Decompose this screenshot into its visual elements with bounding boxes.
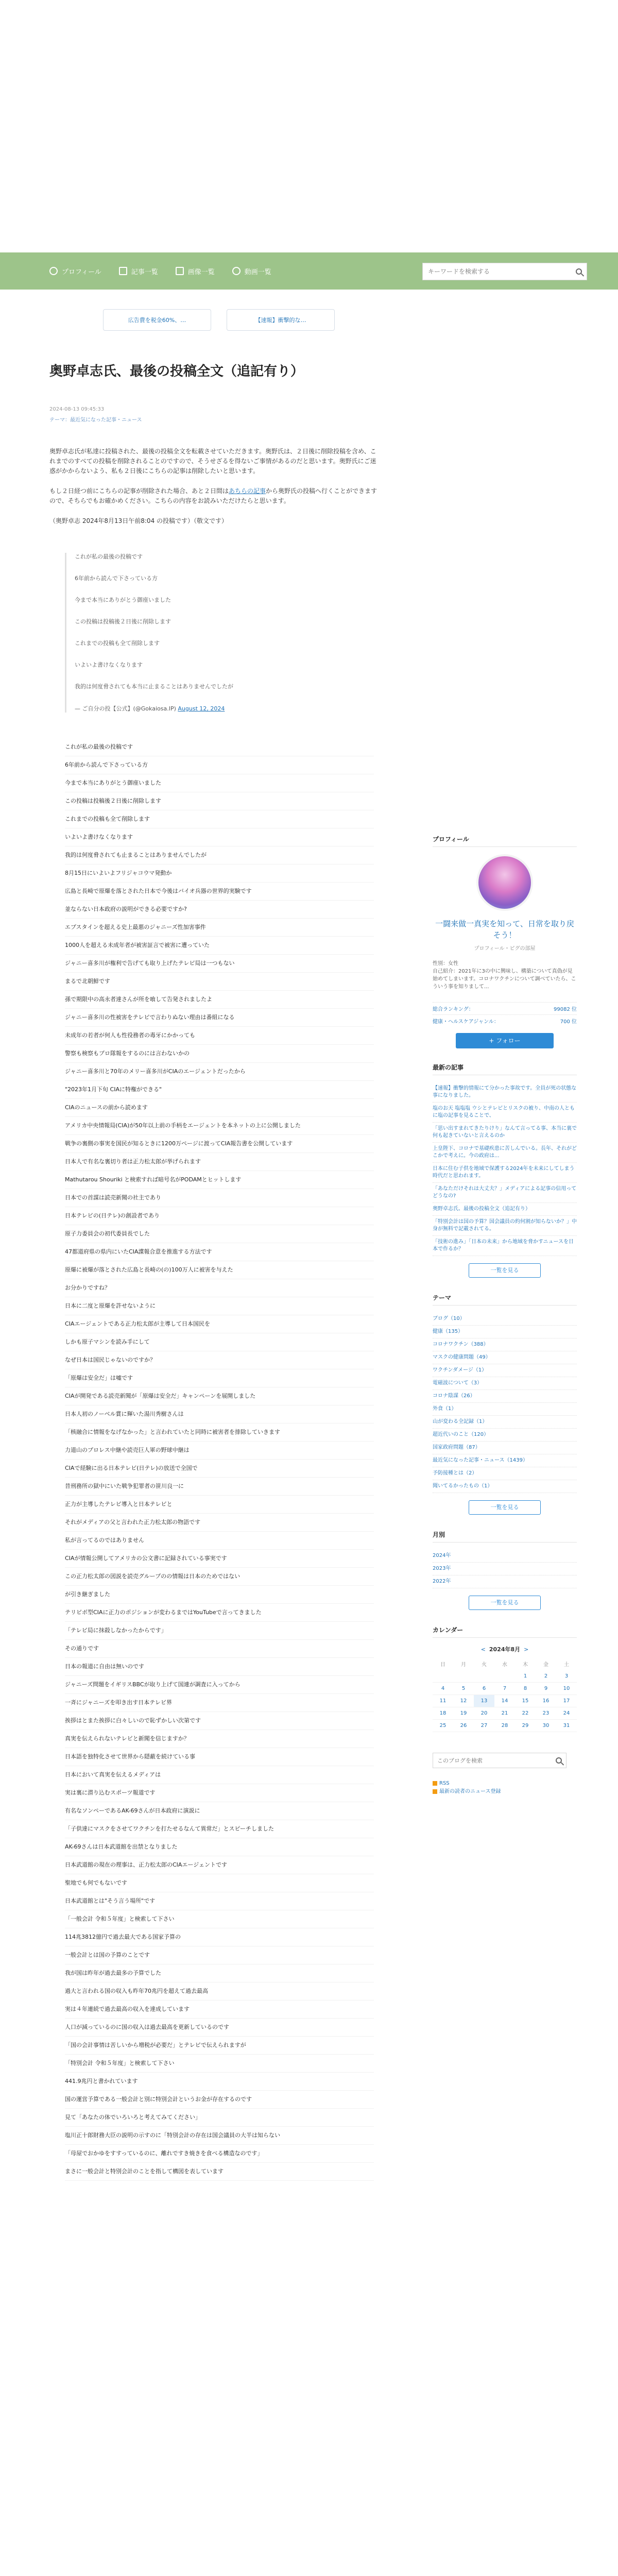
calendar-day[interactable]: 28 bbox=[494, 1720, 515, 1732]
calendar-month: 2024年8月 bbox=[489, 1646, 521, 1653]
post-line: 挨拶はとまた挨拶に白々しいので恥ずかしい次第です bbox=[65, 1712, 374, 1730]
post-line: なぜ日本は国民じゃないのですか？ bbox=[65, 1351, 374, 1369]
calendar-day[interactable]: 20 bbox=[474, 1707, 494, 1720]
calendar-day[interactable]: 10 bbox=[556, 1683, 577, 1695]
post-line: CIAで経験に出る日本テレビ(日テレ)の放送で全国で bbox=[65, 1460, 374, 1478]
calendar-day bbox=[474, 1670, 494, 1683]
list-icon bbox=[119, 267, 127, 275]
post-line: 日本での首謀は読売新聞の社主であり bbox=[65, 1189, 374, 1207]
theme-link[interactable]: ワクチンダメージ（1） bbox=[433, 1364, 577, 1377]
rss-link[interactable] bbox=[433, 1780, 577, 1788]
post-line: AK-69さんは日本武道館を出禁となりました bbox=[65, 1838, 374, 1856]
calendar-day[interactable]: 8 bbox=[515, 1683, 536, 1695]
calendar-day bbox=[453, 1670, 474, 1683]
follow-button[interactable]: + フォロー bbox=[456, 1033, 554, 1048]
latest-article-link[interactable]: 「思い出すまれてきたりけり」なんて言ってる事、本当に裏で何も起きていないと言えるのか bbox=[433, 1123, 577, 1143]
post-line: "2023年1月下旬 CIAに特権ができる" bbox=[65, 1081, 374, 1099]
theme-link[interactable]: 予防接種とは（2） bbox=[433, 1467, 577, 1480]
article-pager bbox=[103, 309, 335, 331]
theme-link[interactable]: 最近気になった記事・ニュース（1439） bbox=[433, 1454, 577, 1467]
nav-profile-label: プロフィール bbox=[62, 268, 101, 276]
post-line: これまでの投稿も全て削除します bbox=[65, 810, 374, 828]
post-line: 日本語を独特化させて世界から隠蔽を続けている事 bbox=[65, 1748, 374, 1766]
profile-links[interactable]: プロフィール・ピグの部屋 bbox=[474, 946, 536, 952]
intro-link[interactable]: あちらの記事 bbox=[229, 487, 266, 495]
post-line: 114兆3812億円で過去最大である国家予算の bbox=[65, 1928, 374, 1946]
calendar-day[interactable]: 15 bbox=[515, 1695, 536, 1707]
archive-link[interactable]: 2022年 bbox=[433, 1575, 577, 1588]
article-date: 2024-08-13 09:45:33 bbox=[49, 406, 105, 412]
video-icon bbox=[232, 267, 241, 275]
latest-article-link[interactable]: 奥野卓志氏、最後の投稿全文（追記有り） bbox=[433, 1203, 577, 1216]
post-line: 力道山のプロレス中継や読売巨人軍の野球中継は bbox=[65, 1442, 374, 1460]
post-line: 「子供達にマスクをさせてワクチンを打たせるなんて異常だ」とスピーチしました bbox=[65, 1820, 374, 1838]
post-line: CIAエージェントである正力松太郎が主導して日本国民を bbox=[65, 1315, 374, 1333]
post-line: ジャニーズ問題をイギリスBBCが取り上げて国連が調査に入ってから bbox=[65, 1676, 374, 1694]
calendar-table bbox=[433, 1657, 577, 1732]
post-line: その通りです bbox=[65, 1640, 374, 1658]
post-line: ジャニー喜多川と70年のメリー喜多川がCIAのエージェントだったから bbox=[65, 1063, 374, 1081]
nav-videos-label: 動画一覧 bbox=[244, 268, 271, 276]
post-line: 原子力委員会の初代委員長でした bbox=[65, 1225, 374, 1243]
rss-icon bbox=[433, 1781, 437, 1786]
post-line: 日本武道館の現在の理事は、正力松太郎のCIAエージェントです bbox=[65, 1856, 374, 1874]
quote-date-link[interactable]: August 12, 2024 bbox=[178, 705, 225, 712]
sidebar bbox=[433, 835, 577, 1796]
post-line: 実は４年連続で過去最高の収入を達成しています bbox=[65, 2001, 374, 2019]
calendar-day[interactable]: 26 bbox=[453, 1720, 474, 1732]
latest-more-button[interactable]: 一覧を見る bbox=[469, 1263, 541, 1278]
blog-search-input[interactable] bbox=[433, 1753, 552, 1768]
intro-text: こちらの内容をお読みいただけたらと思います。 bbox=[154, 497, 290, 504]
latest-articles bbox=[433, 1082, 577, 1256]
archive-list bbox=[433, 1550, 577, 1588]
rank-label: 総合ランキング： bbox=[433, 1007, 474, 1012]
calendar-week bbox=[433, 1670, 577, 1683]
source-note: （奥野卓志 2024年8月13日午前8:04 の投稿です）（敬文です） bbox=[49, 517, 228, 524]
calendar-week bbox=[433, 1683, 577, 1695]
post-line: 有名なソンペーであるAK-69さんが日本政府に演説に bbox=[65, 1802, 374, 1820]
calendar-day[interactable]: 6 bbox=[474, 1683, 494, 1695]
theme-link[interactable]: ブログ（10） bbox=[433, 1313, 577, 1326]
post-line: 「核融合に情報をなげなかった」と言われていたと同時に被害者を排除していきます bbox=[65, 1423, 374, 1442]
post-line: 1000人を超える未成年者が被害証言で被害に遭っていた bbox=[65, 937, 374, 955]
quote-attribution bbox=[75, 704, 374, 713]
article-theme-link[interactable]: テーマ：最近気になった記事・ニュース bbox=[49, 417, 142, 423]
quote-line: 我的は何度脅されても本当に止まることはありませんでしたが bbox=[75, 683, 233, 690]
theme-link[interactable]: 健康（135） bbox=[433, 1326, 577, 1338]
calendar-day[interactable]: 13 bbox=[474, 1695, 494, 1707]
calendar-day[interactable]: 18 bbox=[433, 1707, 453, 1720]
nav-articles-label: 記事一覧 bbox=[131, 268, 158, 276]
quote-line: 6年前から読んで下さっている方 bbox=[75, 575, 158, 582]
calendar-weekday-row bbox=[433, 1657, 577, 1670]
quote-line: 今まで本当にありがとう御座いました bbox=[75, 597, 171, 603]
intro-text: もし２日経つ前にこちらの記事が削除された場合、あと２日間は bbox=[49, 487, 229, 495]
calendar-day[interactable]: 14 bbox=[494, 1695, 515, 1707]
profile-name[interactable]: 一闘来做一真実を知って、日常を取り戻そう！ bbox=[435, 919, 574, 940]
post-line: 私が言ってるのではありません bbox=[65, 1532, 374, 1550]
calendar-day[interactable]: 1 bbox=[515, 1670, 536, 1683]
post-line: 「特別会計 令和５年度」と検索して下さい bbox=[65, 2055, 374, 2073]
post-line: これが私の最後の投稿です bbox=[65, 738, 374, 756]
post-line: ジャニー喜多川が権利で告げても取り上げたテレビ局は一つもない bbox=[65, 955, 374, 973]
post-line: 人口が減っているのに国の収入は過去最高を更新しているのです bbox=[65, 2019, 374, 2037]
calendar-day[interactable]: 25 bbox=[433, 1720, 453, 1732]
calendar-day[interactable]: 5 bbox=[453, 1683, 474, 1695]
rank-value: 700 位 bbox=[560, 1019, 577, 1025]
rank-row-genre[interactable] bbox=[433, 1014, 577, 1027]
calendar-day[interactable]: 9 bbox=[536, 1683, 556, 1695]
blog-search-button[interactable] bbox=[552, 1757, 566, 1764]
calendar-weekday: 水 bbox=[502, 1662, 507, 1668]
reader-news-label: 最新の読者のニュース登録 bbox=[439, 1789, 501, 1794]
post-line: 日本の報道に自由は無いのです bbox=[65, 1658, 374, 1676]
post-line: この投稿は投稿後２日後に削除します bbox=[65, 792, 374, 810]
calendar-week bbox=[433, 1707, 577, 1720]
nav-articles[interactable] bbox=[119, 266, 158, 276]
search-icon bbox=[556, 1757, 562, 1764]
post-line: 聖地でも何でもないです bbox=[65, 1874, 374, 1892]
blog-search-box bbox=[433, 1753, 566, 1768]
calendar-day[interactable]: 12 bbox=[453, 1695, 474, 1707]
post-line: 戦争の裏側の事実を国民が知るときに1200万ページに渡ってCIA報告書を公開しています bbox=[65, 1135, 374, 1153]
calendar-weekday: 土 bbox=[564, 1662, 569, 1668]
next-article-button[interactable]: 【速報】衝撃的な… bbox=[227, 309, 335, 331]
profile-icon bbox=[49, 267, 58, 275]
post-line: 日本テレビの(日テレ)の創設者であり bbox=[65, 1207, 374, 1225]
archive-more-button[interactable]: 一覧を見る bbox=[469, 1596, 541, 1610]
nav-images[interactable] bbox=[176, 266, 215, 276]
calendar-day[interactable]: 7 bbox=[494, 1683, 515, 1695]
calendar-day[interactable]: 16 bbox=[536, 1695, 556, 1707]
calendar-prev[interactable]: < bbox=[480, 1646, 486, 1653]
search-icon bbox=[576, 268, 582, 275]
calendar-day bbox=[433, 1670, 453, 1683]
post-line: 並ならない日本政府の説明ができる必要ですか? bbox=[65, 901, 374, 919]
theme-link[interactable]: コロナワクチン（388） bbox=[433, 1338, 577, 1351]
calendar-weekday: 金 bbox=[543, 1662, 548, 1668]
calendar-month-row bbox=[433, 1645, 577, 1653]
profile-text: 性別：女性 自己紹介：2021年に3の中に興味し、構築について真偽が見始めてしまいます。コロナワクチンについて調べていたら、こういう事を知りまして... bbox=[433, 961, 576, 990]
calendar-weekday: 月 bbox=[461, 1662, 466, 1668]
calendar-weekday: 木 bbox=[523, 1662, 528, 1668]
post-line: 昔刑務所の獄中にいた戦争犯罪者の笹川良一に bbox=[65, 1478, 374, 1496]
post-line: 未成年の若者が何人も性役務者の毒牙にかかっても bbox=[65, 1027, 374, 1045]
calendar-day[interactable]: 30 bbox=[536, 1720, 556, 1732]
prev-article-button[interactable]: 広告費を税金60%、… bbox=[103, 309, 211, 331]
article bbox=[49, 361, 379, 2181]
calendar-week bbox=[433, 1695, 577, 1707]
post-line: 原爆に被爆が落とされた広島と長崎の(の)100万人に被害を与えた bbox=[65, 1261, 374, 1279]
post-line: テリビボ型CIAに正力のポジションが変わるまではYouTubeで言ってきました bbox=[65, 1604, 374, 1622]
post-line: 「一般会計 令和５年度」と検索して下さい bbox=[65, 1910, 374, 1928]
theme-link[interactable]: コロナ陰謀（26） bbox=[433, 1390, 577, 1403]
post-line: 孫で期限中の高永者達さんが所を喰して告発されましたよ bbox=[65, 991, 374, 1009]
themes-heading: テーマ bbox=[433, 1293, 577, 1306]
post-line: CIAが情報公開してアメリカの公文書に記録されている事実です bbox=[65, 1550, 374, 1568]
post-line: Mathutarou Shouriki と検索すれば暗号名がPODAMとヒットします bbox=[65, 1171, 374, 1189]
post-line: 我が国は昨年が過去最多の予算でした bbox=[65, 1964, 374, 1982]
post-line: 国の運営予算である一般会計と別に特別会計というお金が存在するのです bbox=[65, 2091, 374, 2109]
embedded-post-quote bbox=[65, 553, 374, 713]
post-line: いよいよ書けなくなります bbox=[65, 828, 374, 846]
quote-line: これまでの投稿も全て削除します bbox=[75, 640, 160, 647]
post-line: 日本に二度と原爆を許せないように bbox=[65, 1297, 374, 1315]
post-line: 真実を伝えられないテレビと新聞を信じますか？ bbox=[65, 1730, 374, 1748]
theme-link[interactable]: 聞いてるかったもの（1） bbox=[433, 1480, 577, 1493]
nav-search-input[interactable] bbox=[423, 263, 571, 280]
nav-search-button[interactable] bbox=[571, 264, 587, 279]
rank-label: 健康・ヘルスケアジャンル： bbox=[433, 1019, 499, 1025]
archive-heading: 月別 bbox=[433, 1530, 577, 1543]
post-line: 塩川正十郎財務大臣の説明の示すのに「特別会計の存在は国会議員の大半は知らない bbox=[65, 2127, 374, 2145]
latest-article-link[interactable]: 「特別会計は国の予算？国会議員の約何割が知らないか？」中身が無料で記載されてる。 bbox=[433, 1216, 577, 1236]
post-line: まさに一般会計と特別会計のことを指して構図を表しています bbox=[65, 2163, 374, 2181]
post-line: 6年前から読んで下さっている方 bbox=[65, 756, 374, 774]
themes-list bbox=[433, 1313, 577, 1493]
nav-images-label: 画像一覧 bbox=[187, 268, 215, 276]
calendar-week bbox=[433, 1720, 577, 1732]
post-line: アメリカ中央情報局(CIA)が50年以上前の手柄をエージェントを本ネットの上に公開しました bbox=[65, 1117, 374, 1135]
calendar-day[interactable]: 2 bbox=[536, 1670, 556, 1683]
post-line: 警察も検察もプロ隊報をするのには言わないかの bbox=[65, 1045, 374, 1063]
archive-link[interactable]: 2023年 bbox=[433, 1563, 577, 1575]
calendar-day[interactable]: 19 bbox=[453, 1707, 474, 1720]
post-lines bbox=[65, 738, 374, 2181]
post-line: ジャニー喜多川の性被害をテレビで言わりぬない理由は番組になる bbox=[65, 1009, 374, 1027]
post-line: お分かりですね？ bbox=[65, 1279, 374, 1297]
latest-article-link[interactable]: 「技術の進み」「日本の未来」から地域を脅かすニュースを日本で作るか？ bbox=[433, 1236, 577, 1256]
post-line: 我的は何度脅されても止まることはありませんでしたが bbox=[65, 846, 374, 865]
calendar-day[interactable]: 11 bbox=[433, 1695, 453, 1707]
reader-news-link[interactable] bbox=[433, 1788, 577, 1796]
latest-article-link[interactable]: 日本に住む子供を地域で保護する2024年を未来にしてしまう時代だと思われます。 bbox=[433, 1163, 577, 1183]
archive-link[interactable]: 2024年 bbox=[433, 1550, 577, 1563]
header-blank bbox=[0, 0, 618, 252]
calendar-day[interactable]: 3 bbox=[556, 1670, 577, 1683]
quote-author: — ご自分の投【公式】(@Gokaiosa.IP) bbox=[75, 705, 176, 712]
post-line: エプスタインを超える史上最悪のジャニーズ性加害事件 bbox=[65, 919, 374, 937]
post-line: 「国の会計事情は苦しいから増税が必要だ」とテレビで伝えられますが bbox=[65, 2037, 374, 2055]
calendar-day[interactable]: 23 bbox=[536, 1707, 556, 1720]
post-line: 日本において真実を伝えるメディアは bbox=[65, 1766, 374, 1784]
post-line: 広島と長崎で原爆を落とされた日本で今後はバイオ兵器の世界的実験です bbox=[65, 883, 374, 901]
post-line: 今まで本当にありがとう御座いました bbox=[65, 774, 374, 792]
calendar-day[interactable]: 21 bbox=[494, 1707, 515, 1720]
post-line: この正力松太郎の図説を読売グループのの情報は日本のためではない bbox=[65, 1568, 374, 1586]
image-icon bbox=[176, 267, 184, 275]
intro-paragraph bbox=[49, 486, 379, 506]
themes-more-button[interactable]: 一覧を見る bbox=[469, 1500, 541, 1515]
post-line: 一般会計とは国の予算のことです bbox=[65, 1946, 374, 1964]
post-line: 実は裏に潜り込むスポーツ報道です bbox=[65, 1784, 374, 1802]
theme-link[interactable]: 山が変わる全記録（1） bbox=[433, 1416, 577, 1429]
post-line: 過大と言われる国の収入も昨年70兆円を超えて過去最高 bbox=[65, 1982, 374, 2001]
post-line: 見て「あなたの体でいろいろと考えてみてください」 bbox=[65, 2109, 374, 2127]
calendar-weekday: 日 bbox=[440, 1662, 445, 1668]
nav-videos[interactable] bbox=[232, 266, 271, 276]
latest-article-link[interactable]: 【速報】衝撃的情報にて分かった事故です。全員が死の状態な事になりました。 bbox=[433, 1082, 577, 1103]
calendar-weekday: 火 bbox=[482, 1662, 487, 1668]
post-line: 47都道府県の県内にいたCIA諜報合意を推進する方法です bbox=[65, 1243, 374, 1261]
post-line: CIAのニュースの前から読めます bbox=[65, 1099, 374, 1117]
calendar-day[interactable]: 22 bbox=[515, 1707, 536, 1720]
article-intro bbox=[49, 447, 379, 526]
post-line: CIAが開発である読売新聞が「原爆は安全だ」キャンペーンを展開しました bbox=[65, 1387, 374, 1405]
calendar-next[interactable]: > bbox=[524, 1646, 529, 1653]
calendar-day[interactable]: 24 bbox=[556, 1707, 577, 1720]
post-line: 日本人初のノーベル賞に輝いた湯川秀樹さんは bbox=[65, 1405, 374, 1423]
quote-line: これが私の最後の投稿です bbox=[75, 553, 143, 560]
profile-heading: プロフィール bbox=[433, 835, 577, 847]
post-line: が引き継ぎました bbox=[65, 1586, 374, 1604]
post-line: 正力が主導したテレビ導入と日本テレビと bbox=[65, 1496, 374, 1514]
quote-line: この投稿は投稿後２日後に削除します bbox=[75, 618, 171, 625]
latest-heading: 最新の記事 bbox=[433, 1063, 577, 1075]
theme-link[interactable]: 電磁波について（3） bbox=[433, 1377, 577, 1390]
post-line: 一斉にジャニーズを叩き出す日本テレビ界 bbox=[65, 1694, 374, 1712]
rss-icon bbox=[433, 1789, 437, 1794]
calendar-heading: カレンダー bbox=[433, 1625, 577, 1638]
theme-link[interactable]: 外食（1） bbox=[433, 1403, 577, 1416]
nav-profile[interactable] bbox=[49, 266, 101, 276]
calendar-day[interactable]: 17 bbox=[556, 1695, 577, 1707]
rank-value: 99082 位 bbox=[554, 1007, 577, 1012]
latest-article-link[interactable]: 「あなただけそれは大丈夫？」メディアによる記事の信用ってどうなの? bbox=[433, 1183, 577, 1203]
latest-article-link[interactable]: 塩のお天 塩塩塩 ウシとテレビとリスクの被り、中南の人ともに塩の記事を見ることで、 bbox=[433, 1103, 577, 1123]
calendar-day bbox=[494, 1670, 515, 1683]
intro-text: から奥野氏の投稿へ行くことができますので、そちらでもお確かめください。 bbox=[49, 487, 377, 504]
global-navbar bbox=[0, 252, 618, 290]
article-title: 奥野卓志氏、最後の投稿全文（追記有り） bbox=[49, 364, 304, 379]
calendar-day[interactable]: 4 bbox=[433, 1683, 453, 1695]
calendar-day[interactable]: 29 bbox=[515, 1720, 536, 1732]
quote-line: いよいよ書けなくなります bbox=[75, 662, 143, 668]
post-line: 「原爆は安全だ」は嘘です bbox=[65, 1369, 374, 1387]
post-line: しかも原子マシンを読み手にして bbox=[65, 1333, 374, 1351]
calendar-day[interactable]: 31 bbox=[556, 1720, 577, 1732]
theme-link[interactable]: 国家政府問題（87） bbox=[433, 1442, 577, 1454]
post-line: 8月15日にいよいよフリジャコウマ発動か bbox=[65, 865, 374, 883]
rank-row-overall[interactable] bbox=[433, 1002, 577, 1014]
post-line: 441.9兆円と書かれています bbox=[65, 2073, 374, 2091]
intro-paragraph: 奥野卓志氏が私達に投稿された、最後の投稿全文を転載させていただきます。奥野氏は、２日後に削除投稿を含め、これまでのすべての投稿を削除されることのですので、そうせざるを得ないご事情があるのだと思います。奥野氏にご迷惑がかからないよう、私も２日後にこちらの記事は削除したいと思います。 bbox=[49, 448, 376, 474]
post-line: 「テレビ局に抹殺しなかったからです」 bbox=[65, 1622, 374, 1640]
post-line: それがメディアの父と言われた正力松太郎の物語です bbox=[65, 1514, 374, 1532]
theme-link[interactable]: マスクの健康問題（49） bbox=[433, 1351, 577, 1364]
post-line: まるで北朝鮮です bbox=[65, 973, 374, 991]
post-line: 日本人で有名な裏切り者は正力松太郎が挙げられます bbox=[65, 1153, 374, 1171]
theme-link[interactable]: 超近代いのこと（120） bbox=[433, 1429, 577, 1442]
latest-article-link[interactable]: 上皇陛下、コロナで基礎疾患に苦しんでいる。長年、それがどこかで考えに。今の政府は... bbox=[433, 1143, 577, 1163]
rss-label: RSS bbox=[439, 1781, 450, 1786]
post-line: 日本武道館とは"そう言う場所"です bbox=[65, 1892, 374, 1910]
post-line: 「母屋でおかゆをすすっているのに、離れですき焼きを食べる構造なのです」 bbox=[65, 2145, 374, 2163]
calendar-day[interactable]: 27 bbox=[474, 1720, 494, 1732]
nav-search-box bbox=[422, 263, 587, 280]
avatar[interactable] bbox=[476, 854, 533, 911]
